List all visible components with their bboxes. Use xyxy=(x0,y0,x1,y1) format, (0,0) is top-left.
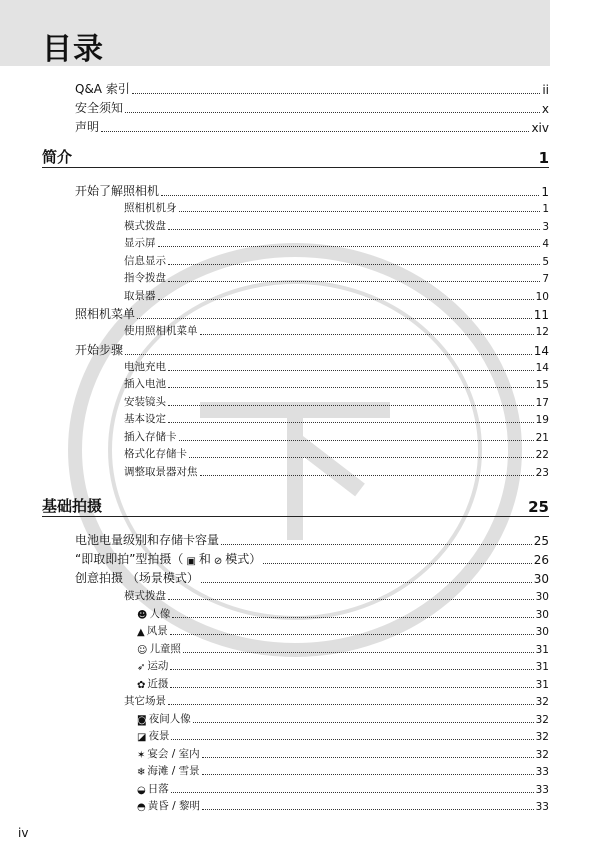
toc-entry-page: 12 xyxy=(535,326,549,338)
toc-entry-text-mid: 和 xyxy=(198,552,211,566)
dot-leader xyxy=(183,652,534,653)
toc-entry-page: 33 xyxy=(535,783,549,796)
toc-entry-page: 26 xyxy=(533,553,549,567)
toc-entry-label xyxy=(137,623,168,638)
dot-leader xyxy=(158,299,534,300)
toc-entry-page: 32 xyxy=(535,696,549,708)
toc-entry-text: 调整取景器对焦 xyxy=(124,465,198,478)
toc-entry-page: 10 xyxy=(535,290,549,303)
toc-entry-text: 电池充电 xyxy=(124,360,166,373)
dot-leader xyxy=(158,246,541,247)
dot-leader xyxy=(168,387,534,388)
toc-entry-page: ii xyxy=(542,83,549,97)
dot-leader xyxy=(168,281,540,282)
toc-entry-page: xiv xyxy=(531,121,549,135)
toc-entry-text: 近摄 xyxy=(147,677,169,690)
toc-entry-label xyxy=(75,182,159,199)
toc-entry-label xyxy=(137,746,200,761)
toc-entry[interactable] xyxy=(75,305,549,322)
dot-leader xyxy=(201,582,532,583)
toc-entry[interactable] xyxy=(75,80,549,97)
toc-entry-label xyxy=(124,446,187,461)
dot-leader xyxy=(202,774,534,775)
toc-entry-page: 30 xyxy=(535,608,549,621)
dot-leader xyxy=(200,334,534,335)
section-heading[interactable] xyxy=(42,494,549,517)
toc-entry-page: 17 xyxy=(535,396,549,409)
dot-leader xyxy=(161,195,539,196)
toc-entry[interactable] xyxy=(75,341,549,358)
dot-leader xyxy=(263,563,531,564)
party-indoor-icon: ✶ xyxy=(137,749,146,761)
toc-entry[interactable] xyxy=(137,623,549,638)
toc-entry-page: 19 xyxy=(535,414,549,426)
toc-entry-label xyxy=(137,658,168,673)
toc-entry-page: x xyxy=(541,102,549,116)
dot-leader xyxy=(171,792,534,793)
toc-entry-page: 15 xyxy=(535,379,549,391)
section-heading[interactable] xyxy=(42,145,549,168)
toc-entry[interactable] xyxy=(75,531,549,548)
dot-leader xyxy=(168,370,534,371)
toc-entry[interactable] xyxy=(75,99,549,116)
toc-entry-text: 安装镜头 xyxy=(124,395,166,408)
auto-mode-icon: ▣ xyxy=(186,556,196,567)
dot-leader xyxy=(168,229,540,230)
toc-entry[interactable] xyxy=(75,182,549,199)
toc-entry-page: 33 xyxy=(535,801,549,813)
beach-snow-icon: ❄ xyxy=(137,767,146,778)
toc-entry-page: 31 xyxy=(535,643,549,656)
dot-leader xyxy=(171,739,533,740)
toc-entry[interactable] xyxy=(137,781,549,796)
toc-entry-page: 7 xyxy=(542,273,549,285)
toc-entry[interactable] xyxy=(124,270,549,285)
toc-entry-text: 取景器 xyxy=(124,289,156,302)
toc-entry-label xyxy=(124,359,166,374)
toc-entry-text: 海滩 / 雪景 xyxy=(147,765,200,777)
dot-leader xyxy=(170,669,533,670)
toc-entry-label xyxy=(124,270,166,285)
page-title: 目录 xyxy=(42,32,104,67)
toc-entry[interactable] xyxy=(75,118,549,135)
toc-entry[interactable] xyxy=(124,323,549,338)
toc-entry-text: 日落 xyxy=(147,782,169,795)
toc-entry[interactable] xyxy=(137,676,549,691)
toc-entry[interactable] xyxy=(137,606,549,621)
toc-entry-text: 照相机菜单 xyxy=(75,307,136,321)
dot-leader xyxy=(189,457,534,458)
dot-leader xyxy=(202,757,534,758)
toc-entry-label xyxy=(137,728,169,743)
dot-leader xyxy=(168,405,534,406)
toc-entry[interactable] xyxy=(137,746,549,761)
dot-leader xyxy=(179,440,534,441)
toc-entry-label xyxy=(137,711,191,726)
toc-entry[interactable] xyxy=(137,658,549,673)
toc-entry-label xyxy=(137,641,181,656)
dot-leader xyxy=(125,112,540,113)
child-icon: ☺ xyxy=(137,644,148,656)
dot-leader xyxy=(168,264,540,265)
toc-entry-label xyxy=(75,118,99,135)
dot-leader xyxy=(168,599,534,600)
toc-entry-page: 23 xyxy=(535,466,549,479)
toc-entry-page: 1 xyxy=(542,203,549,215)
toc-entry-page: 31 xyxy=(535,678,549,691)
section-title: 基础拍摄 xyxy=(42,497,103,515)
toc-entry[interactable] xyxy=(137,728,549,743)
toc-entry-page: 32 xyxy=(535,713,549,726)
toc-entry-page: 30 xyxy=(533,572,549,586)
toc-entry-page: 4 xyxy=(542,238,549,250)
toc-entry-label xyxy=(137,606,170,621)
toc-entry-text: 创意拍摄 （场景模式） xyxy=(75,571,199,585)
toc-entry-label xyxy=(124,693,166,708)
dot-leader xyxy=(200,475,534,476)
toc-entry[interactable] xyxy=(124,693,549,708)
dot-leader xyxy=(221,544,532,545)
toc-entry[interactable] xyxy=(124,394,549,409)
toc-entry-label xyxy=(75,80,130,97)
toc-entry[interactable] xyxy=(124,359,549,374)
dot-leader xyxy=(179,211,541,212)
toc-entry[interactable] xyxy=(137,763,549,778)
toc-entry-label xyxy=(124,235,156,250)
sunset-icon: ◒ xyxy=(137,784,146,796)
night-portrait-icon: ◙ xyxy=(137,714,147,726)
toc-entry[interactable] xyxy=(137,711,549,726)
dot-leader xyxy=(168,704,534,705)
toc-entry-label xyxy=(124,200,177,215)
toc-entry[interactable] xyxy=(137,798,549,813)
close-up-icon: ✿ xyxy=(137,679,146,691)
toc-entry[interactable] xyxy=(124,464,549,479)
toc-entry-page: 14 xyxy=(535,361,549,374)
sports-icon: ➶ xyxy=(137,662,146,673)
toc-entry-text: 开始了解照相机 xyxy=(75,184,160,198)
toc-entry-label xyxy=(75,341,123,358)
toc-entry-page: 22 xyxy=(535,449,549,461)
section-page: 25 xyxy=(528,498,549,516)
toc-entry-label xyxy=(124,323,198,338)
toc-entry-text: 声明 xyxy=(75,120,100,134)
toc-entry-text: 运动 xyxy=(147,660,169,672)
toc-entry-text: 使用照相机菜单 xyxy=(124,325,198,337)
toc-entry-text: 插入存储卡 xyxy=(124,430,177,443)
toc-entry-text: 开始步骤 xyxy=(75,342,124,357)
toc-entry-label xyxy=(124,411,166,426)
dot-leader xyxy=(168,422,534,423)
toc-entry-text: 模式拨盘 xyxy=(124,590,166,602)
toc-entry-text: 基本设定 xyxy=(124,413,166,425)
toc-entry[interactable] xyxy=(124,235,549,250)
toc-entry-label xyxy=(137,763,200,778)
toc-entry-text: “即取即拍”型拍摄（ xyxy=(75,552,184,566)
toc-entry-page: 5 xyxy=(542,255,549,268)
toc-entry-label xyxy=(137,798,200,813)
toc-entry-text: 照相机机身 xyxy=(124,202,177,214)
toc-entry-text: 安全须知 xyxy=(75,101,124,115)
dot-leader xyxy=(101,131,529,132)
toc-entry-label xyxy=(75,305,135,322)
toc-entry-text: 夜间人像 xyxy=(148,712,191,725)
toc-entry-label xyxy=(124,288,156,303)
toc-entry-page: 11 xyxy=(533,308,549,322)
toc-entry-label xyxy=(75,99,123,116)
toc-entry-label xyxy=(75,569,199,586)
dot-leader xyxy=(125,354,532,355)
toc-entry-text: 电池电量级别和存储卡容量 xyxy=(75,533,220,547)
toc-entry-page: 30 xyxy=(535,626,549,638)
toc-entry-text: 宴会 / 室内 xyxy=(147,747,200,760)
toc-entry-label xyxy=(124,429,177,444)
toc-entry-label xyxy=(137,676,168,691)
toc-entry[interactable] xyxy=(124,288,549,303)
toc-entry-page: 3 xyxy=(542,220,549,233)
dusk-dawn-icon: ◓ xyxy=(137,802,146,813)
dot-leader xyxy=(202,809,534,810)
toc-entry-page: 32 xyxy=(535,748,549,761)
toc-entry-text: 信息显示 xyxy=(124,254,166,267)
toc-entry-page: 25 xyxy=(533,534,549,548)
toc-entry[interactable] xyxy=(124,411,549,426)
toc-entry-page: 33 xyxy=(535,766,549,778)
toc-entry-text: 黄昏 / 黎明 xyxy=(147,800,200,812)
toc-entry-label xyxy=(75,531,219,548)
toc-entry-label xyxy=(124,394,166,409)
toc-entry-text: 插入电池 xyxy=(124,378,166,390)
section-title: 简介 xyxy=(42,148,73,166)
toc-entry[interactable] xyxy=(124,588,549,603)
toc-entry-label xyxy=(124,218,166,233)
dot-leader xyxy=(172,617,533,618)
toc-entry-page: 32 xyxy=(535,731,549,743)
toc-entry[interactable] xyxy=(75,550,549,567)
toc-entry-page: 30 xyxy=(535,591,549,603)
toc-entry-label xyxy=(137,781,169,796)
dot-leader xyxy=(137,318,532,319)
dot-leader xyxy=(132,93,541,94)
toc-entry[interactable] xyxy=(124,200,549,215)
toc-entry-text: 夜景 xyxy=(148,730,170,742)
toc-entry-page: 21 xyxy=(535,431,549,444)
section-page: 1 xyxy=(538,149,549,167)
toc-entry-label xyxy=(124,588,166,603)
dot-leader xyxy=(193,722,534,723)
landscape-icon: ▲ xyxy=(137,627,145,638)
dot-leader xyxy=(170,687,533,688)
toc-entry-label xyxy=(75,550,261,567)
dot-leader xyxy=(170,634,534,635)
toc-entry-text: 人像 xyxy=(149,607,171,620)
flash-off-icon: ⊘ xyxy=(213,556,223,567)
night-landscape-icon: ◪ xyxy=(137,732,147,743)
toc-entry-text-end: 模式） xyxy=(225,552,262,566)
toc-entry-label xyxy=(124,253,166,268)
portrait-icon: ☻ xyxy=(137,609,148,621)
toc-entry-text: 格式化存储卡 xyxy=(124,448,187,460)
toc-entry-label xyxy=(124,464,198,479)
toc-entry[interactable] xyxy=(124,253,549,268)
toc-entry-text: 指令拨盘 xyxy=(124,272,166,284)
toc-entry-label xyxy=(124,376,166,391)
toc-entry[interactable] xyxy=(137,641,549,656)
toc-entry[interactable] xyxy=(124,429,549,444)
toc-entry-text: Q&A 索引 xyxy=(75,82,130,96)
page-number: iv xyxy=(18,826,29,840)
toc-entry[interactable] xyxy=(124,218,549,233)
toc-entry-text: 显示屏 xyxy=(124,237,156,249)
toc-entry-page: 31 xyxy=(535,661,549,673)
toc-entry-text: 风景 xyxy=(146,625,168,637)
toc-entry-text: 模式拨盘 xyxy=(124,219,166,232)
toc-entry-page: 1 xyxy=(541,185,549,199)
toc-entry-text: 儿童照 xyxy=(149,642,181,655)
toc-entry[interactable] xyxy=(124,376,549,391)
toc-entry[interactable] xyxy=(124,446,549,461)
toc-entry[interactable] xyxy=(75,569,549,586)
toc-entry-page: 14 xyxy=(533,343,549,358)
toc-entry-text: 其它场景 xyxy=(124,695,166,707)
